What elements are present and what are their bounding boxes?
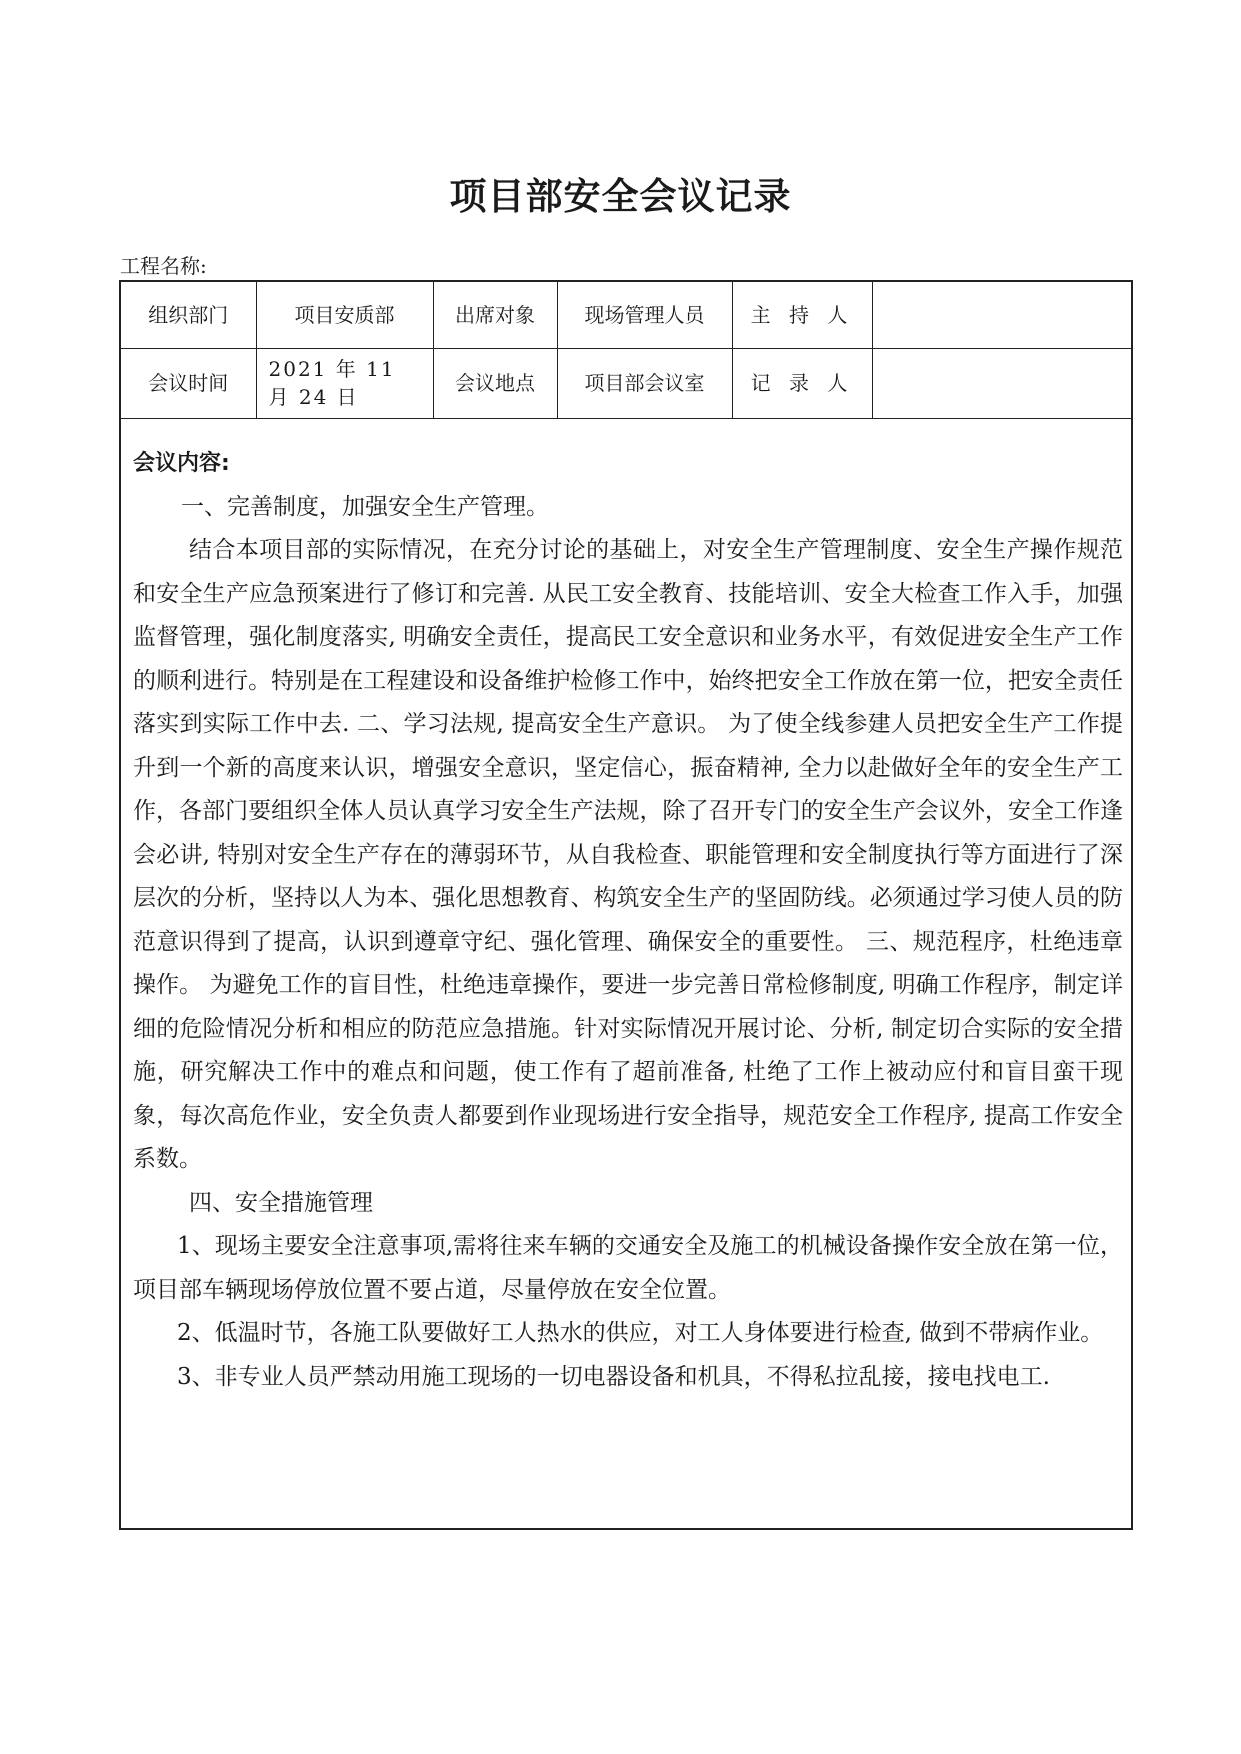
time-label: 会议时间 — [121, 348, 256, 418]
record-form — [119, 280, 1133, 1530]
content-heading: 会议内容: — [133, 451, 230, 476]
time-value: 2021 年 11 月 24 日 — [256, 348, 433, 418]
attendees-value: 现场管理人员 — [557, 282, 732, 348]
section-1-title: 一、完善制度，加强安全生产管理。 — [181, 493, 549, 520]
recorder-value — [872, 348, 1131, 418]
meeting-info-table — [121, 282, 1131, 419]
measure-2: 2、低温时节，各施工队要做好工人热水的供应，对工人身体要进行检查, 做到不带病作业。 — [177, 1320, 1104, 1346]
org-value: 项目安质部 — [256, 282, 433, 348]
project-name-label: 工程名称: — [120, 254, 207, 278]
section-4-title: 四、安全措施管理 — [189, 1189, 373, 1216]
host-value — [872, 282, 1131, 348]
info-row-1 — [121, 282, 1131, 348]
info-row-2 — [121, 348, 1131, 418]
measure-1: 1、现场主要安全注意事项,需将往来车辆的交通安全及施工的机械设备操作安全放在第一位，项目部车辆现场停放位置不要占道，尽量停放在安全位置。 — [133, 1233, 1123, 1303]
location-value: 项目部会议室 — [557, 348, 732, 418]
page-title: 项目部安全会议记录 — [449, 175, 792, 218]
meeting-content — [133, 442, 1123, 1399]
location-label: 会议地点 — [433, 348, 557, 418]
attendees-label: 出席对象 — [433, 282, 557, 348]
host-label: 主 持 人 — [732, 282, 872, 348]
org-label: 组织部门 — [121, 282, 256, 348]
measure-3: 3、非专业人员严禁动用施工现场的一切电器设备和机具，不得私拉乱接，接电找电工. — [177, 1363, 1050, 1390]
recorder-label: 记 录 人 — [732, 348, 872, 418]
content-body-paragraph: 结合本项目部的实际情况，在充分讨论的基础上，对安全生产管理制度、安全生产操作规范和安全生产应急预案进行了修订和完善. 从民工安全教育、技能培训、安全大检查工作入手，加强监督管理，强化制度落实, 明确安全责任，提高民工安全意识和业务水平，有效促进安全生产工作的顺利进行。特别是在工程建设和设备维护检修工作中，始终把安全工作放在第一位，把安全责任落实到实际工作中去. 二、学习法规, 提高安全生产意识。 为了使全线参建人员把安全生产工作提升到一个新的高度来认识，增强安全意识，坚定信心，振奋精神, 全力以赴做好全年的安全生产工作，各部门要组织全体人员认真学习安全生产法规，除了召开专门的安全生产会议外，安全工作逢会必讲, 特别对安全生产存在的薄弱环节，从自我检查、职能管理和安全制度执行等方面进行了深层次的分析，坚持以人为本、强化思想教育、构筑安全生产的坚固防线。必须通过学习使人员的防范意识得到了提高，认识到遵章守纪、强化管理、确保安全的重要性。 三、规范程序，杜绝违章操作。 为避免工作的盲目性，杜绝违章操作，要进一步完善日常检修制度, 明确工作程序，制定详细的危险情况分析和相应的防范应急措施。针对实际情况开展讨论、分析, 制定切合实际的安全措施，研究解决工作中的难点和问题，使工作有了超前准备, 杜绝了工作上被动应付和盲目蛮干现象，每次高危作业，安全负责人都要到作业现场进行安全指导，规范安全工作程序, 提高工作安全系数。 — [133, 537, 1123, 1172]
